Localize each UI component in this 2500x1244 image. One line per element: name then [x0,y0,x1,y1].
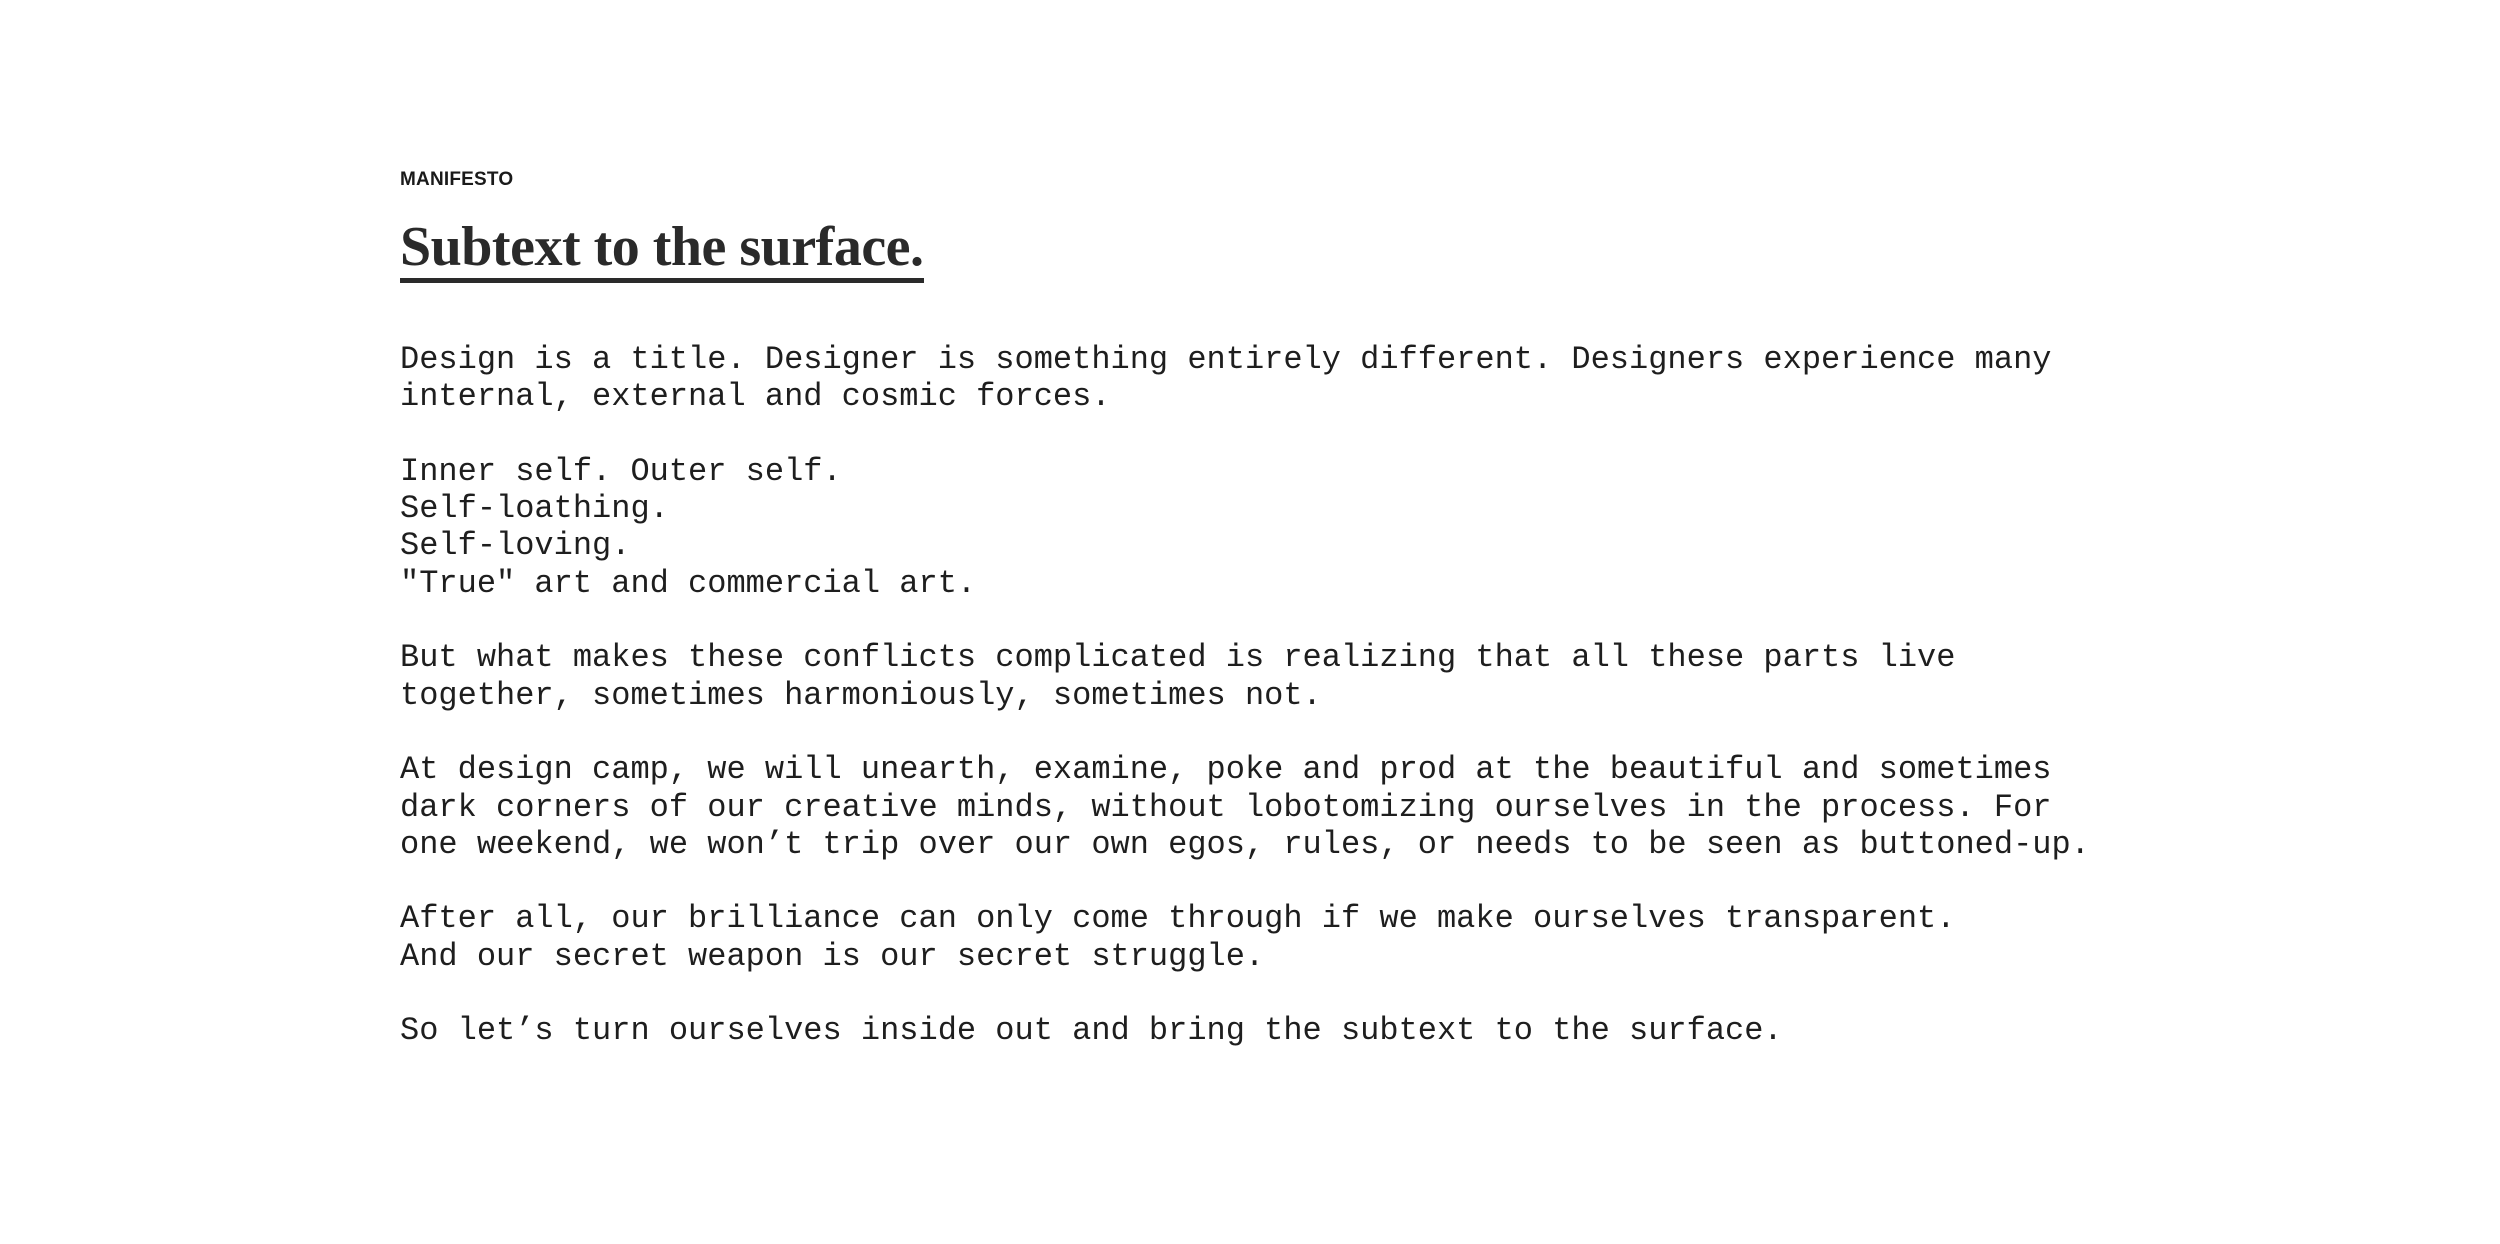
manifesto-paragraph: So let’s turn ourselves inside out and bring the subtext to the surface. [400,1012,1783,1050]
manifesto-paragraph: But what makes these conflicts complicated is realizing that all these parts live together, sometimes harmoniously, sometimes not. [400,639,1956,714]
manifesto-paragraph: At design camp, we will unearth, examine, poke and prod at the beautiful and sometimes dark corners of our creative minds, without lobotomizing ourselves in the process. For one weekend, we won’t trip over our own egos, rules, or needs to be seen as buttoned-up. [400,751,2090,863]
title-wrapper [400,216,2300,283]
page-title: Subtext to the surface. [400,216,924,283]
manifesto-paragraph: Inner self. Outer self. Self-loathing. Self-loving. "True" art and commercial art. [400,452,977,602]
manifesto-paragraph: Design is a title. Designer is something entirely different. Designers experience many internal, external and cosmic forces. [400,341,2052,416]
section-eyebrow: MANIFESTO [400,169,514,190]
manifesto-section [400,168,2300,1050]
manifesto-paragraph: After all, our brilliance can only come through if we make ourselves transparent. And our secret weapon is our secret struggle. [400,900,1956,975]
manifesto-body [400,341,2300,1050]
